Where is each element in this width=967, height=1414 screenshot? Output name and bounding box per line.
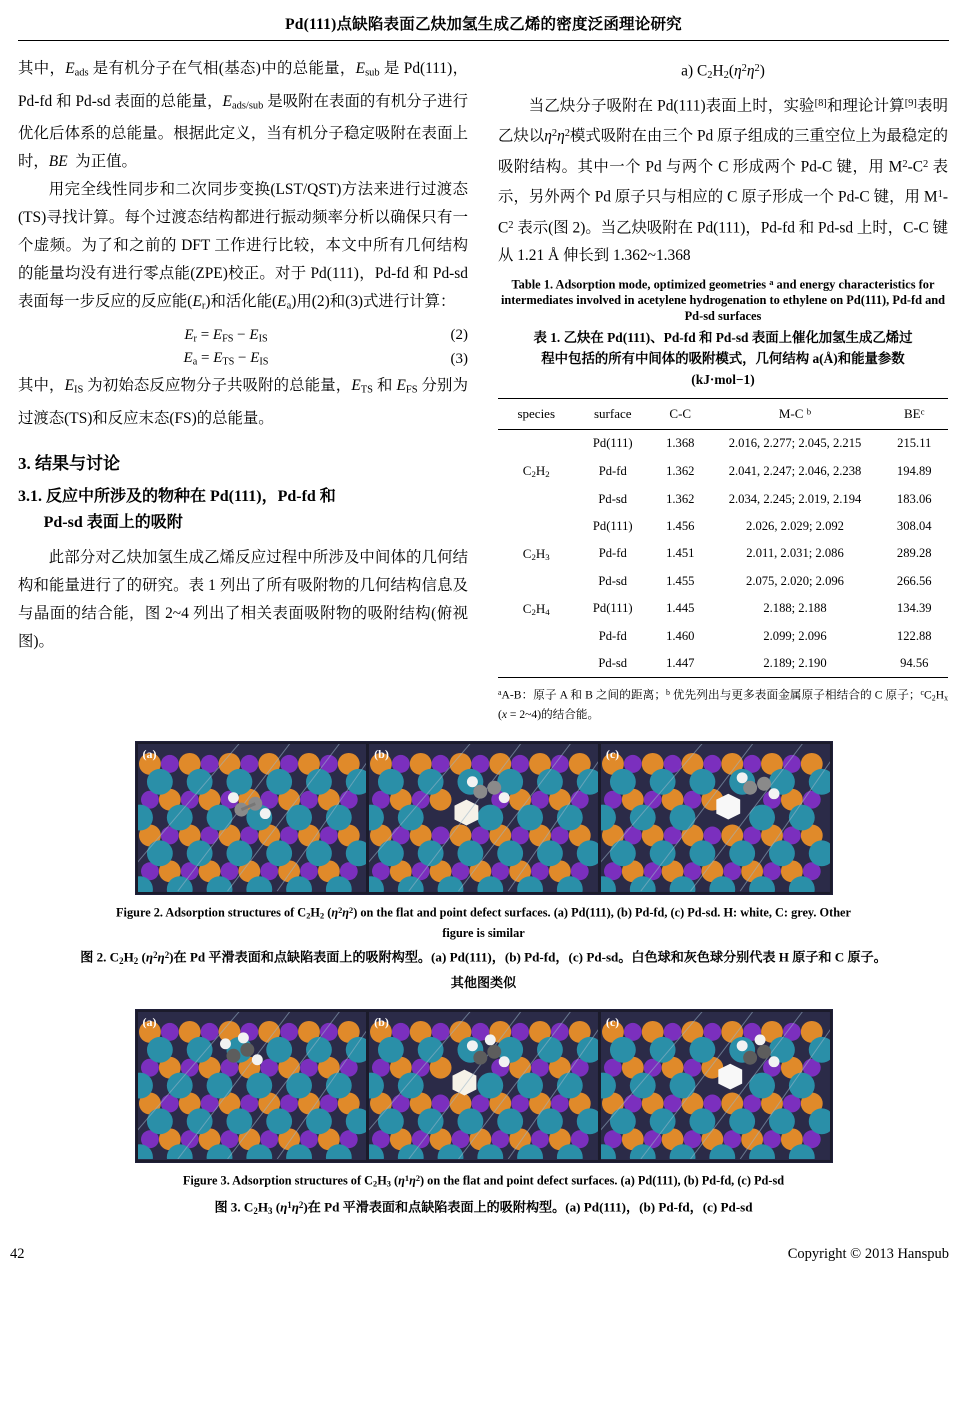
table-caption-cn-line3: (kJ·mol−1) (691, 372, 755, 388)
cell-surface: Pd-fd (598, 546, 627, 561)
table-row (498, 540, 948, 568)
equation-2-number: (2) (450, 327, 468, 344)
cell-cc: 1.362 (666, 491, 695, 506)
section-heading-3-1-line2: Pd-sd 表面上的吸附 (43, 513, 183, 531)
cell-surface: Pd(111) (592, 601, 633, 616)
cell-species (498, 568, 575, 595)
section-heading-3: 3. 结果与讨论 (18, 453, 120, 473)
panel-label: (a) (142, 747, 157, 762)
cell-mc: 2.016, 2.277; 2.045, 2.215 (728, 436, 862, 451)
cell-mc: 2.041, 2.247; 2.046, 2.238 (728, 464, 862, 479)
pdsd-lattice-c (601, 744, 830, 891)
table-row (498, 595, 948, 623)
table-caption-cn-line2: 程中包括的所有中间体的吸附模式，几何结构 a(Å)和能量参数 (541, 351, 905, 367)
cell-mc: 2.075, 2.020; 2.096 (746, 573, 844, 588)
equation-3-body: $E_a = E_{TS} - E_{IS}$ (183, 350, 269, 368)
panel-label: (c) (605, 747, 620, 762)
pd111-lattice-a-f3 (138, 1012, 367, 1159)
figure-2-caption-en-line2: figure is similar (442, 925, 525, 940)
cell-cc: 1.455 (666, 573, 695, 588)
cell-surface: Pd-sd (575, 650, 652, 678)
cell-surface: Pd-sd (598, 573, 628, 588)
table-row (498, 486, 948, 513)
cell-surface: Pd-fd (598, 464, 627, 479)
section-heading-3-1 (18, 484, 468, 536)
cell-be: 134.39 (896, 601, 932, 616)
figure-2-caption-cn-line2: 其他图类似 (450, 974, 517, 990)
figure-3-panel-a (138, 1012, 367, 1160)
cell-species: $C_2H_4$ (522, 600, 550, 618)
cell-be: 94.56 (881, 650, 949, 678)
paragraph-lstqst: 用完全线性同步和二次同步变换(LST/QST)方法来进行过渡态(TS)寻找计算。每个过渡态结构都进行振动频率分析以确保只有一个虚频。为了和之前的 DFT 工作进行比较，本文中所有几何结构的能量均没有进行零点能(ZPE)校正。对于 Pd(111)，Pd-fd 和 Pd-sd 表面每一步反应的反应能$(E_r)$和活化能$(E_a)$用(2)和(3)式进行计算： (18, 181, 468, 312)
cell-cc: 1.362 (666, 464, 695, 479)
cell-be: 215.11 (897, 436, 932, 451)
table-caption-cn-line1: 表 1. 乙炔在 Pd(111)、Pd-fd 和 Pd-sd 表面上催化加氢生成乙烯过 (533, 330, 913, 346)
cell-mc: 2.099; 2.096 (763, 629, 827, 644)
figure-2-image (135, 741, 833, 895)
cell-surface: Pd-fd (598, 629, 627, 644)
cell-cc: 1.445 (666, 601, 695, 616)
cell-mc: 2.011, 2.031; 2.086 (746, 546, 844, 561)
left-column (18, 55, 468, 723)
paragraph-adsorption-study: 此部分对乙炔加氢生成乙烯反应过程中所涉及中间体的几何结构和能量进行了的研究。表 1 列出了所有吸附物的几何结构信息及与晶面的结合能，图 2~4 列出了相关表面吸附物的吸附结构(俯视图)。 (18, 548, 468, 650)
cell-cc: 1.451 (666, 546, 695, 561)
cell-surface: Pd-sd (598, 491, 628, 506)
col-mc: M-C $^b$ (710, 399, 881, 430)
cell-species (498, 650, 575, 678)
pdsd-lattice-c-f3 (601, 1012, 830, 1159)
cell-species: $C_2H_2$ (522, 463, 550, 480)
cell-be: 194.89 (896, 464, 932, 479)
col-cc: C-C (651, 399, 710, 430)
panel-label: (b) (374, 1014, 389, 1029)
figure-3-panel-b (369, 1012, 598, 1160)
cell-surface: Pd(111) (592, 518, 633, 533)
table-caption-cn (498, 327, 948, 390)
figure-3-image (135, 1009, 833, 1163)
table-row (498, 650, 948, 678)
figure-2-caption-cn: 图 2. $C_2H_2$ $(\eta^2\eta^2)$在 Pd 平滑表面和点缺陷表面上的吸附构型。(a) Pd(111)，(b) Pd-fd，(c) Pd-sd。白色球和灰色球分别代表 H 原子和 C 原子。 其他图类似 (80, 949, 887, 990)
copyright-notice: Copyright © 2013 Hanspub (787, 1246, 949, 1263)
adsorption-data-table (498, 398, 948, 678)
table-row (498, 568, 948, 595)
figure-3-caption-cn: 图 3. $C_2H_3$ $(\eta^1\eta^2)$在 Pd 平滑表面和点缺陷表面上的吸附构型。(a) Pd(111)，(b) Pd-fd，(c) Pd-sd (214, 1200, 753, 1217)
figure-2-panel-a (138, 744, 367, 892)
panel-label: (a) (142, 1014, 157, 1029)
cell-surface: Pd(111) (592, 436, 633, 451)
figure-2-caption-en: Figure 2. Adsorption structures of $C_2H_2$ $(\eta^2\eta^2)$ on the flat and point defect surfaces. (a) Pd(111), (b) Pd-fd, (c) Pd-sd. H: white, C: grey. Other figure is similar (116, 905, 851, 940)
cell-cc: 1.460 (666, 629, 695, 644)
panel-label: (c) (605, 1014, 620, 1029)
page-number: 42 (10, 1246, 25, 1263)
table-body (498, 430, 948, 678)
equation-2-row (18, 327, 468, 345)
panel-label: (b) (374, 747, 389, 762)
table-row (498, 457, 948, 485)
col-be: $BE^c$ (881, 399, 949, 430)
cell-species: $C_2H_3$ (522, 545, 550, 562)
figure-2-panel-c (601, 744, 830, 892)
cell-be: 183.06 (896, 491, 932, 506)
equation-2-body: $E_r = E_{FS} - E_{IS}$ (184, 326, 268, 345)
cell-be: 289.28 (896, 546, 932, 561)
cell-mc: 2.026, 2.029; 2.092 (746, 518, 844, 533)
figure-2-panel-b (369, 744, 598, 892)
cell-mc: 2.188; 2.188 (763, 601, 827, 616)
paragraph-energy-terms: 其中，$E_{IS}$ 为初始态反应物分子共吸附的总能量，$E_{TS}$ 和 $E_{FS}$ 分别为过渡态(TS)和反应末态(FS)的总能量。 (18, 376, 468, 427)
cell-cc: 1.447 (651, 650, 710, 678)
cell-species (498, 486, 575, 513)
pd111-lattice-a (138, 744, 367, 891)
cell-mc: 2.189; 2.190 (710, 650, 881, 678)
cell-mc: 2.034, 2.245; 2.019, 2.194 (728, 491, 862, 506)
cell-species (498, 430, 575, 458)
col-surface: surface (575, 399, 652, 430)
cell-species (498, 623, 575, 650)
page-footer (0, 1236, 967, 1273)
equation-3-row (18, 350, 468, 368)
right-column (498, 55, 948, 723)
cell-be: 308.04 (896, 518, 932, 533)
body-columns (0, 41, 967, 723)
subheading-a-c2h2: a) $C_2H_2(\eta^2\eta^2)$ (681, 62, 765, 81)
table-row (498, 430, 948, 458)
table-caption-en: Table 1. Adsorption mode, optimized geometries $^a$ and energy characteristics for intermediates involved in acetylene hydrogenation to ethylene on Pd(111), Pd-fd and Pd-sd surfaces (500, 276, 946, 324)
table-row (498, 623, 948, 650)
cell-cc: 1.368 (666, 436, 695, 451)
figure-3-block (0, 1009, 967, 1223)
cell-be: 122.88 (896, 629, 932, 644)
figure-3-panel-c (601, 1012, 830, 1160)
cell-be: 266.56 (896, 573, 932, 588)
table-footnote: $^a$A-B：原子 A 和 B 之间的距离；$^b$ 优先列出与更多表面金属原子相结合的 C 原子；$^cC_2H_x$ (x = 2~4)的结合能。 (498, 688, 949, 722)
paragraph-c2h2-adsorption: 当乙炔分子吸附在 Pd(111)表面上时，实验[8]和理论计算[9]表明乙炔以$\eta^2\eta^2$模式吸附在由三个 Pd 原子组成的三重空位上为最稳定的吸附结构。其中一个 Pd 与两个 C 形成两个 Pd-C 键，用 $M^2-C^2$ 表示，另外两个 Pd 原子只与相应的 C 原子形成一个 Pd-C 键，用 $M^1-C^2$ 表示(图 2)。当乙炔吸附在 Pd(111)，Pd-fd 和 Pd-sd 上时，C-C 键从 1.21 Å 伸长到 1.362~1.368 (498, 97, 948, 264)
paragraph-ads-definition: 其中，$E_{ads}$ 是有机分子在气相(基态)中的总能量，$E_{sub}$ 是 Pd(111)，Pd-fd 和 Pd-sd 表面的总能量，$E_{ads/sub}$ 是吸附在表面的有机分子进行优化后体系的总能量。根据此定义，当有机分子稳定吸附在表面上时，BE 为正值。 (18, 60, 468, 171)
running-head: Pd(111)点缺陷表面乙炔加氢生成乙烯的密度泛函理论研究 (285, 16, 682, 33)
pdfd-lattice-b (369, 744, 598, 891)
table-row (498, 513, 948, 540)
figure-2-block (0, 741, 967, 993)
table-header-row (498, 399, 948, 430)
cell-species (498, 513, 575, 540)
section-heading-3-1-line1: 3.1. 反应中所涉及的物种在 Pd(111)，Pd-fd 和 (18, 487, 336, 505)
pdfd-lattice-b-f3 (369, 1012, 598, 1159)
equation-3-number: (3) (450, 350, 468, 367)
col-species: species (498, 399, 575, 430)
cell-cc: 1.456 (666, 518, 695, 533)
figure-3-caption-en: Figure 3. Adsorption structures of $C_2H_3$ $(\eta^1\eta^2)$ on the flat and point defect surfaces. (a) Pd(111), (b) Pd-fd, (c) Pd-sd (182, 1173, 785, 1189)
